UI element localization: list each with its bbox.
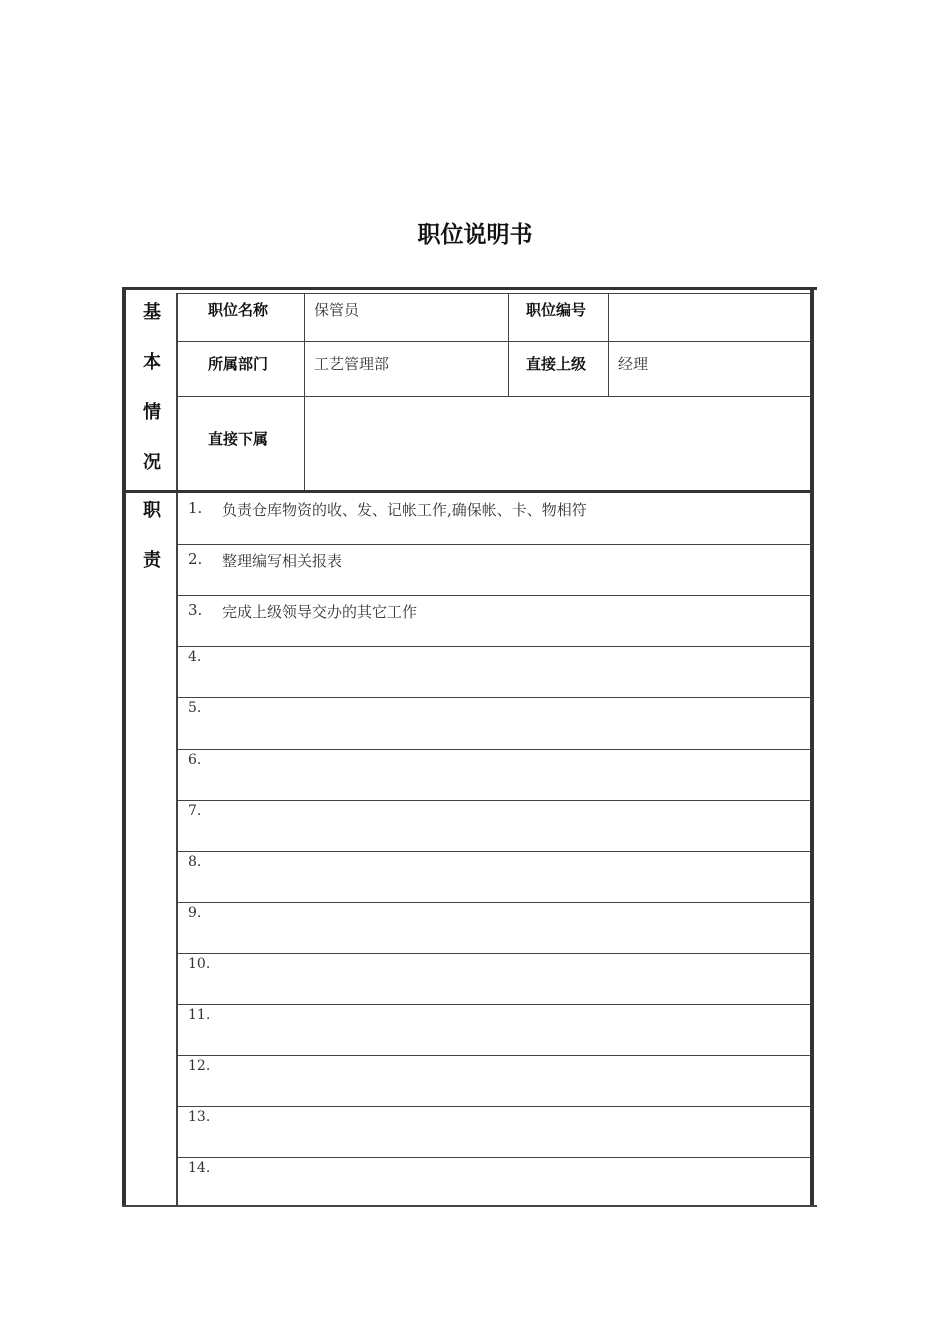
basic-row-line-1 — [178, 341, 812, 342]
duty-number: 4. — [188, 649, 202, 665]
table-bottom-border — [122, 1205, 817, 1207]
duty-number: 10. — [188, 956, 211, 972]
position-name-label: 职位名称 — [208, 301, 269, 319]
duty-number: 5. — [188, 700, 202, 716]
duty-number: 13. — [188, 1109, 211, 1125]
basic-col-divider-2 — [508, 293, 509, 396]
duty-row-divider — [178, 646, 812, 647]
duty-text: 整理编写相关报表 — [222, 552, 343, 570]
basic-col-divider-1 — [304, 293, 305, 491]
duty-row-divider — [178, 697, 812, 698]
page-title: 职位说明书 — [417, 222, 533, 248]
duty-row-divider — [178, 1106, 812, 1107]
table-right-border — [810, 287, 814, 1207]
duty-row-divider — [178, 1055, 812, 1056]
duty-number: 14. — [188, 1160, 211, 1176]
duty-number: 3. — [188, 601, 203, 619]
subordinates-label: 直接下属 — [208, 430, 269, 448]
duty-number: 7. — [188, 803, 202, 819]
duty-row-divider — [178, 800, 812, 801]
table-left-border — [122, 287, 126, 1207]
duty-row-divider — [178, 1157, 812, 1158]
duty-row-divider — [178, 902, 812, 903]
basic-side-char-4: 况 — [143, 452, 161, 473]
basic-side-char-1: 基 — [143, 302, 161, 323]
duty-row-divider — [178, 544, 812, 545]
duty-row-divider — [178, 1004, 812, 1005]
duty-text: 负责仓库物资的收、发、记帐工作,确保帐、卡、物相符 — [222, 501, 587, 519]
duty-text: 完成上级领导交办的其它工作 — [222, 603, 418, 621]
duty-row-divider — [178, 851, 812, 852]
basic-col-divider-3 — [608, 293, 609, 396]
duty-number: 6. — [188, 752, 202, 768]
supervisor-label: 直接上级 — [526, 355, 587, 373]
duty-row-divider — [178, 595, 812, 596]
section-divider — [126, 490, 814, 493]
duties-side-char-2: 责 — [143, 550, 161, 571]
department-label: 所属部门 — [208, 355, 269, 373]
department-value: 工艺管理部 — [314, 355, 390, 373]
basic-side-char-3: 情 — [143, 402, 161, 423]
duty-number: 9. — [188, 905, 202, 921]
duty-number: 11. — [188, 1007, 211, 1023]
duty-number: 12. — [188, 1058, 211, 1074]
duty-number: 2. — [188, 550, 203, 568]
duty-number: 1. — [188, 499, 203, 517]
basic-row-line-2 — [178, 396, 812, 397]
grid-top-line — [178, 293, 812, 294]
supervisor-value: 经理 — [618, 355, 649, 373]
table-top-border — [122, 287, 817, 290]
basic-side-char-2: 本 — [143, 352, 161, 373]
side-column-divider — [176, 293, 178, 1207]
duties-side-char-1: 职 — [143, 500, 161, 521]
duty-row-divider — [178, 749, 812, 750]
position-code-label: 职位编号 — [526, 301, 587, 319]
duty-number: 8. — [188, 854, 202, 870]
duty-row-divider — [178, 953, 812, 954]
position-name-value: 保管员 — [314, 301, 360, 319]
